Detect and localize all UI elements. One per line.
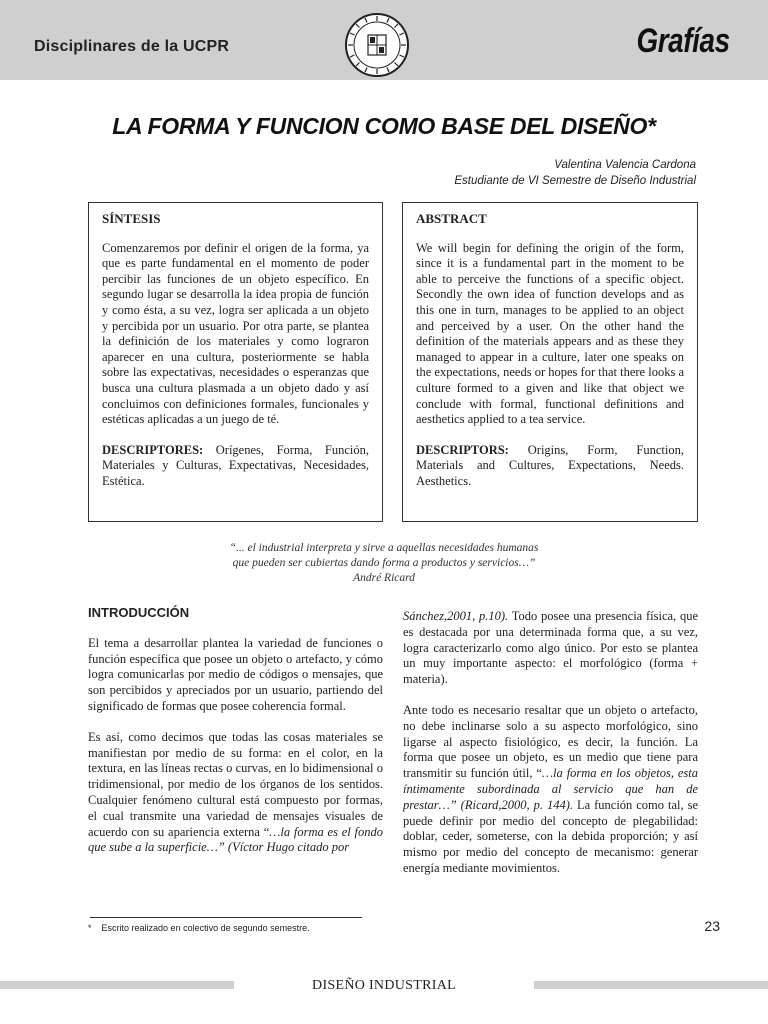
university-seal-logo <box>344 12 410 78</box>
abstract-descriptors <box>416 443 684 490</box>
abstract-heading: ABSTRACT <box>416 211 487 226</box>
footnote <box>88 923 310 933</box>
intro-paragraph-2-citation: …la forma es el fondo que sube a la superficie…” (Víctor Hugo citado por <box>88 824 383 855</box>
sintesis-descriptors <box>102 443 369 490</box>
sintesis-box <box>88 202 383 522</box>
page-header <box>0 0 768 80</box>
page-number: 23 <box>704 918 720 934</box>
author-name: Valentina Valencia Cardona <box>554 159 696 171</box>
right-paragraph-1 <box>403 609 698 688</box>
right-paragraph-2 <box>403 703 698 877</box>
magazine-title: Grafías <box>636 22 730 60</box>
right-paragraph-1-text: Todo posee una presencia física, que es destacada por una determinada forma que, a su vez, logra caracterizarlo como algo único. Por esto se plantea un muy importante aspecto: el morfológico (forma + materia). <box>403 609 699 687</box>
descriptores-label: DESCRIPTORES: <box>102 442 204 457</box>
descriptors-list: Origins, Form, Function, Materials and Cultures, Expectations, Needs. Aesthetics. <box>416 442 684 488</box>
right-paragraph-2-citation: …la forma en los objetos, esta íntimamente subordinada al servicio que han de prestar…” (Ricard,2000, p. 144). <box>403 766 698 812</box>
intro-paragraph-2-text: Es así, como decimos que todas las cosas materiales se manifiestan por medio de su forma: en el color, en la textura, en las líneas rectas o curvas, en lo bidimensional o tridimensional, por medio de los órganos de los sentidos. Cualquier fenómeno cultural está compuesto por formas, el cual transmite una variedad de mensajes visuales de acuerdo con su apariencia externa “ <box>88 729 383 839</box>
footnote-text: Escrito realizado en colectivo de segundo semestre. <box>101 923 310 933</box>
sintesis-body: Comenzaremos por definir el origen de la forma, ya que es parte fundamental en el momento de poder percibir las funciones de un objeto específico. En segundo lugar se desarrolla la idea propia de función y como ésta, a su vez, logra ser aplicada a un objeto y percibida por un usuario. Por otra parte, se plantea la definición de los materiales y como lograron aparecer en una cultura, posteriormente se habla sobre las expectativas, necesidades o esperanzas que busca una cultura plasmada a un objeto dado y así concluimos con definiciones formales, funcionales y estéticas aplicadas a un juego de té. <box>102 240 369 427</box>
right-paragraph-1-citation: Sánchez,2001, p.10). <box>403 609 509 623</box>
intro-paragraph-2 <box>88 730 383 856</box>
intro-paragraph-1: El tema a desarrollar plantea la variedad de funciones o función específica que posee un objeto o artefacto, y cómo logra comunicarlas por medio de códigos o mensajes, que son percibidos y apreciados por un usuario, partiendo del significado de formas que posee coherencia formal. <box>88 635 383 713</box>
footnote-marker: * <box>88 923 92 933</box>
footer-label: DISEÑO INDUSTRIAL <box>312 978 456 993</box>
quote-attribution: André Ricard <box>353 572 415 584</box>
abstract-body: We will begin for defining the origin of the form, since it is a fundamental part in the moment to be able to perceive the functions of a specific object. Secondly the own idea of function develops and as this one in turn, manages to be applied to an object and perceived by a user. On the other hand the definition of the materials appears and as these they managed to appear in a culture, later one speaks on the expectations, needs or hopes for that there looks a culture formed to a given and like that object we conclude with formal, functional definitions and aesthetics applied to a tea service. <box>416 240 684 427</box>
quote-line-2: que pueden ser cubiertas dando forma a productos y servicios…” <box>232 557 536 569</box>
introduccion-heading: INTRODUCCIÓN <box>88 605 190 620</box>
article-title: LA FORMA Y FUNCION COMO BASE DEL DISEÑO* <box>112 113 656 139</box>
section-title: Disciplinares de la UCPR <box>34 38 230 55</box>
descriptors-label: DESCRIPTORS: <box>416 442 509 457</box>
right-paragraph-2-text: Ante todo es necesario resaltar que un objeto o artefacto, no debe inclinarse solo a su aspecto morfológico, sino ligarse al aspecto fisiológico, es decir, la función. La forma que posee un objeto, es un medio que tiene para transmitir su función útil, “ <box>403 702 698 781</box>
abstract-box <box>402 202 698 522</box>
epigraph-quote <box>0 541 768 586</box>
body-column-left <box>88 605 383 871</box>
author-block <box>454 157 696 189</box>
right-paragraph-2-text-end: La función como tal, se puede definir por medio del concepto de plegabilidad: doblar, ceder, someterse, con la debida proporción; y así mismo por medio del concepto de mecanismo: generar energía mediante movimientos. <box>403 797 698 875</box>
author-role: Estudiante de VI Semestre de Diseño Industrial <box>454 175 696 187</box>
descriptores-list: Orígenes, Forma, Función, Materiales y Culturas, Expectativas, Necesidades, Estética. <box>102 442 370 488</box>
body-column-right <box>403 609 698 892</box>
sintesis-heading: SÍNTESIS <box>102 211 161 226</box>
quote-line-1: “... el industrial interpreta y sirve a aquellas necesidades humanas <box>229 542 539 554</box>
footnote-divider <box>90 917 362 918</box>
